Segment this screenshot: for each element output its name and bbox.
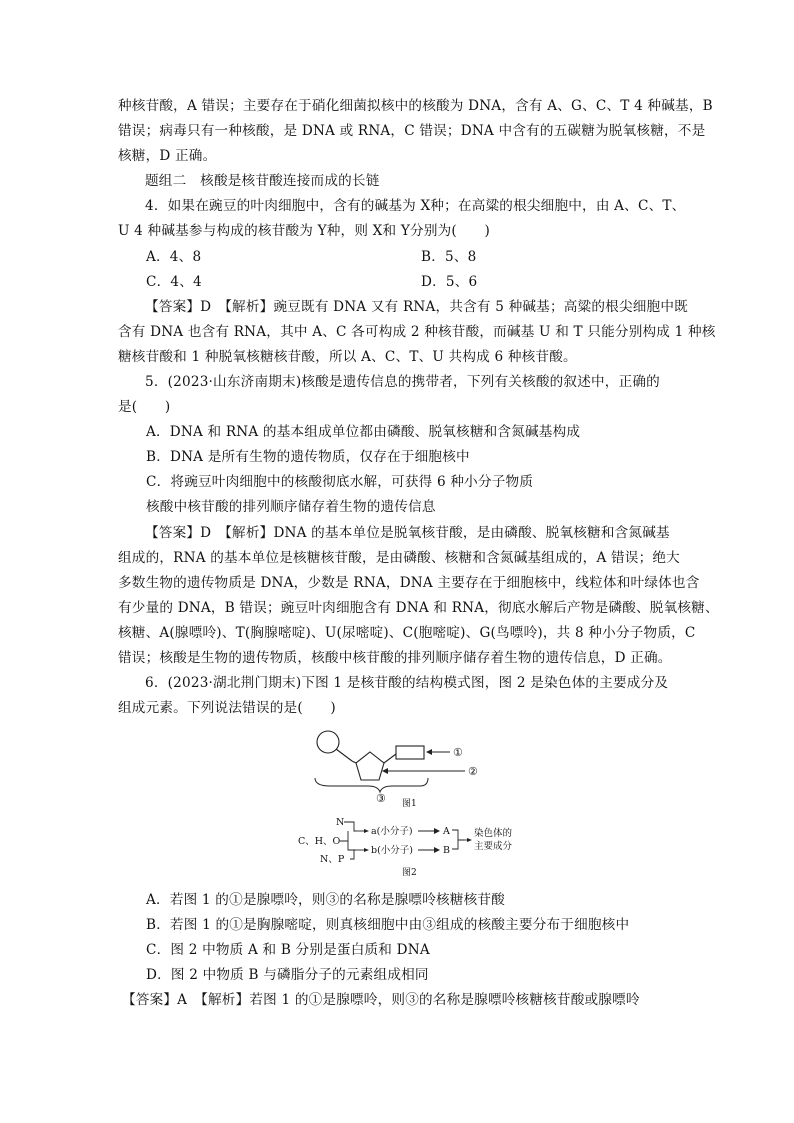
pentose-sugar-pentagon [356,752,384,780]
question-5-stem: 是( ) [118,399,171,415]
option-a: A．4、8 [146,249,202,265]
option-c: C．4、4 [146,274,202,290]
arrowhead [364,829,369,833]
arrowhead [382,768,388,774]
answer-explanation: 组成的，RNA 的基本单位是核糖核苷酸，是由磷酸、核糖和含氮碱基组成的，A 错误；绝大 [118,550,680,566]
element-label: N [336,817,345,828]
arrowhead [364,848,369,852]
option-d: 核酸中核苷酸的排列顺序储存着生物的遗传信息 [146,499,436,515]
answer-explanation: 【答案】D 【解析】豌豆既有 DNA 又有 RNA，共含有 5 种碱基；高粱的根尖细胞中既 [145,299,688,315]
figure-1 [315,731,478,809]
question-4-stem: U 4 种碱基参与构成的核苷酸为 Y种，则 X和 Y分别为( ) [118,223,491,239]
figure-caption: 图1 [402,799,417,809]
figure-label: ③ [376,792,386,805]
figure-label: ② [468,765,478,778]
answer-explanation: 【答案】A 【解析】若图 1 的①是腺嘌呤，则③的名称是腺嘌呤核糖核苷酸或腺嘌呤 [122,992,640,1008]
phosphate-circle [317,731,339,753]
arrowhead [434,847,440,853]
option-b: B．DNA 是所有生物的遗传物质，仅存在于细胞核中 [146,449,470,465]
question-5-stem: 5．(2023·山东济南期末)核酸是遗传信息的携带者，下列有关核酸的叙述中，正确的 [145,374,660,390]
option-b: B．若图 1 的①是胸腺嘧啶，则真核细胞中由③组成的核酸主要分布于细胞核中 [146,917,630,933]
question-6-stem: 组成元素。下列说法错误的是( ) [118,700,336,716]
bond-line [352,761,356,763]
bond-line [384,754,396,763]
question-6-stem: 6．(2023·湖北荆门期末)下图 1 是核苷酸的结构模式图，图 2 是染色体的主要成分及 [145,675,669,691]
bracket-line [452,830,464,849]
text-line: 种核苷酸，A 错误；主要存在于硝化细菌拟核中的核酸为 DNA，含有 A、G、C、T 4 种碱基，B [118,98,713,114]
figure-2 [298,817,513,878]
molecule-label: A [443,826,450,837]
base-rectangle [396,746,424,759]
answer-explanation: 有少量的 DNA，B 错误；豌豆叶肉细胞含有 DNA 和 RNA，彻底水解后产物是磷酸、脱氧核糖、 [118,600,719,616]
bracket-line [340,831,356,850]
result-label: 染色体的 [474,828,513,839]
molecule-label: a(小分子) [371,826,413,837]
arrowhead [467,838,472,842]
answer-explanation: 多数生物的遗传物质是 DNA，少数是 RNA，DNA 主要存在于细胞核中，线粒体和叶绿体也含 [118,575,700,591]
option-d: D．图 2 中物质 B 与磷脂分子的元素组成相同 [146,967,429,983]
text-line: 错误；病毒只有一种核酸，是 DNA 或 RNA，C 错误；DNA 中含有的五碳糖为脱氧核糖，不是 [118,123,706,139]
option-a: A．DNA 和 RNA 的基本组成单位都由磷酸、脱氧核糖和含氮碱基构成 [146,424,581,440]
arrowhead [426,749,432,755]
answer-explanation: 糖核苷酸和 1 种脱氧核糖核苷酸，所以 A、C、T、U 共构成 6 种核苷酸。 [118,349,577,365]
result-label: 主要成分 [474,841,513,852]
option-c: C．图 2 中物质 A 和 B 分别是蛋白质和 DNA [146,942,430,958]
option-b: B．5、8 [421,249,477,265]
molecule-label: B [443,845,450,856]
figure-caption: 图2 [402,868,417,878]
element-label: N、P [320,854,345,865]
answer-explanation: 错误；核酸是生物的遗传物质，核酸中核苷酸的排列顺序储存着生物的遗传信息，D 正确。 [118,650,672,666]
bond-line [336,749,352,761]
answer-explanation: 【答案】D 【解析】DNA 的基本单位是脱氧核苷酸，是由磷酸、脱氧核糖和含氮碱基 [145,525,670,541]
option-a: A．若图 1 的①是腺嘌呤，则③的名称是腺嘌呤核糖核苷酸 [146,892,505,908]
element-label: C、H、O [298,836,341,847]
question-4-stem: 4．如果在豌豆的叶肉细胞中，含有的碱基为 X种；在高粱的根尖细胞中，由 A、C、T、 [145,198,686,214]
option-c: C．将豌豆叶肉细胞中的核酸彻底水解，可获得 6 种小分子物质 [146,474,534,490]
nucleotide-chromosome-figure [290,728,530,878]
answer-explanation: 核糖、A(腺嘌呤)、T(胸腺嘧啶)、U(尿嘧啶)、C(胞嘧啶)、G(鸟嘌呤)，共 8 种小分子物质，C [118,625,696,641]
bracket-line [350,850,354,859]
bracket-line [344,822,356,831]
figure-label: ① [453,746,463,759]
text-line: 核糖，D 正确。 [118,148,217,164]
arrowhead [434,828,440,834]
option-d: D．5、6 [421,274,478,290]
section-heading: 题组二 核酸是核苷酸连接而成的长链 [145,173,380,189]
answer-explanation: 含有 DNA 也含有 RNA，其中 A、C 各可构成 2 种核苷酸，而碱基 U 和 T 只能分别构成 1 种核 [118,324,716,340]
molecule-label: b(小分子) [371,845,413,856]
